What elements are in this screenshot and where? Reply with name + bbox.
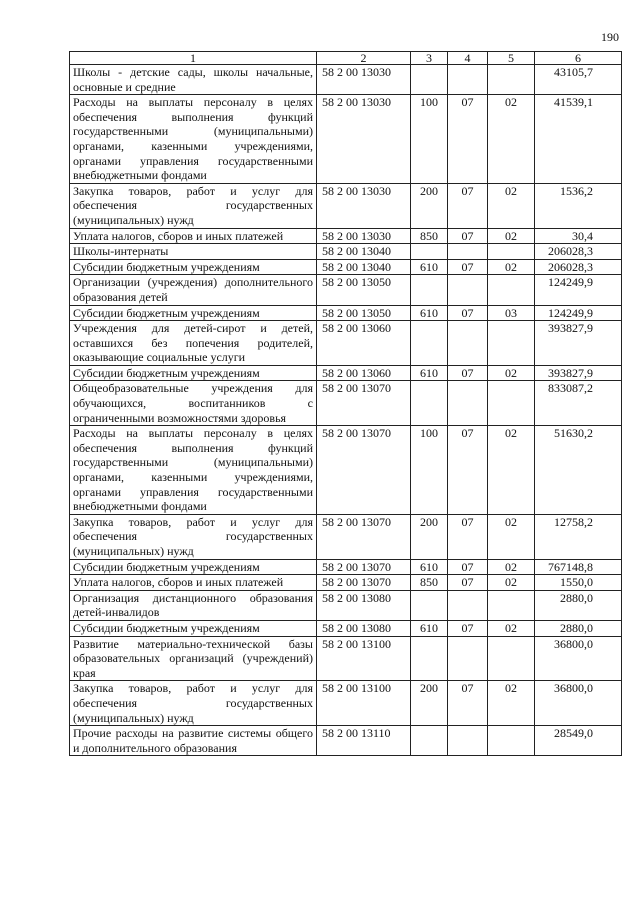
row-expense-type-cell: 850 xyxy=(411,575,448,591)
row-name-cell: Организация дистанционного образования детей-инвалидов xyxy=(70,590,317,620)
row-name-cell: Уплата налогов, сборов и иных платежей xyxy=(70,575,317,591)
table-row xyxy=(70,95,622,184)
row-code-cell: 58 2 00 13080 xyxy=(317,590,411,620)
table-row xyxy=(70,590,622,620)
row-code-cell: 58 2 00 13070 xyxy=(317,381,411,426)
row-amount-cell: 124249,9 xyxy=(535,275,622,305)
row-amount-cell: 36800,0 xyxy=(535,681,622,726)
row-name-cell: Закупка товаров, работ и услуг для обеспечения государственных (муниципальных) нужд xyxy=(70,681,317,726)
table-row xyxy=(70,514,622,559)
row-expense-type-cell: 100 xyxy=(411,426,448,515)
table-row xyxy=(70,636,622,681)
row-expense-type-cell: 100 xyxy=(411,95,448,184)
row-subsection-cell: 02 xyxy=(488,259,535,275)
row-section-cell xyxy=(448,321,488,366)
row-expense-type-cell: 610 xyxy=(411,559,448,575)
table-row xyxy=(70,426,622,515)
row-expense-type-cell xyxy=(411,636,448,681)
row-section-cell: 07 xyxy=(448,620,488,636)
row-code-cell: 58 2 00 13100 xyxy=(317,681,411,726)
column-header-4: 4 xyxy=(448,52,488,65)
table-row xyxy=(70,726,622,756)
row-code-cell: 58 2 00 13100 xyxy=(317,636,411,681)
row-section-cell: 07 xyxy=(448,183,488,228)
table-row xyxy=(70,321,622,366)
column-header-1: 1 xyxy=(70,52,317,65)
row-code-cell: 58 2 00 13070 xyxy=(317,575,411,591)
row-amount-cell: 1550,0 xyxy=(535,575,622,591)
row-amount-cell: 2880,0 xyxy=(535,590,622,620)
table-row xyxy=(70,681,622,726)
row-code-cell: 58 2 00 13030 xyxy=(317,65,411,95)
row-expense-type-cell xyxy=(411,244,448,260)
row-amount-cell: 43105,7 xyxy=(535,65,622,95)
row-name-cell: Расходы на выплаты персоналу в целях обеспечения выполнения функций государственными (муниципальными) органами, казенными учреждениями, органами управления государственными внебюджетными фондами xyxy=(70,95,317,184)
row-name-cell: Школы-интернаты xyxy=(70,244,317,260)
row-name-cell: Общеобразовательные учреждения для обучающихся, воспитанников с ограниченными возможностями здоровья xyxy=(70,381,317,426)
page-number: 190 xyxy=(601,30,619,44)
row-amount-cell: 833087,2 xyxy=(535,381,622,426)
row-expense-type-cell: 850 xyxy=(411,228,448,244)
row-name-cell: Прочие расходы на развитие системы общего и дополнительного образования xyxy=(70,726,317,756)
row-expense-type-cell xyxy=(411,321,448,366)
row-amount-cell: 206028,3 xyxy=(535,259,622,275)
row-expense-type-cell xyxy=(411,275,448,305)
row-section-cell: 07 xyxy=(448,305,488,321)
row-subsection-cell xyxy=(488,590,535,620)
row-subsection-cell: 02 xyxy=(488,559,535,575)
row-code-cell: 58 2 00 13030 xyxy=(317,95,411,184)
row-name-cell: Развитие материально-технической базы образовательных организаций (учреждений) края xyxy=(70,636,317,681)
row-section-cell: 07 xyxy=(448,228,488,244)
row-amount-cell: 12758,2 xyxy=(535,514,622,559)
row-subsection-cell: 02 xyxy=(488,514,535,559)
row-code-cell: 58 2 00 13060 xyxy=(317,365,411,381)
row-code-cell: 58 2 00 13070 xyxy=(317,426,411,515)
row-code-cell: 58 2 00 13040 xyxy=(317,244,411,260)
row-subsection-cell xyxy=(488,381,535,426)
row-subsection-cell: 02 xyxy=(488,575,535,591)
row-section-cell xyxy=(448,726,488,756)
row-name-cell: Субсидии бюджетным учреждениям xyxy=(70,259,317,275)
row-subsection-cell xyxy=(488,244,535,260)
row-name-cell: Школы - детские сады, школы начальные, основные и средние xyxy=(70,65,317,95)
row-expense-type-cell: 610 xyxy=(411,305,448,321)
row-name-cell: Учреждения для детей-сирот и детей, оставшихся без попечения родителей, оказывающие социальные услуги xyxy=(70,321,317,366)
row-subsection-cell: 02 xyxy=(488,95,535,184)
row-code-cell: 58 2 00 13050 xyxy=(317,275,411,305)
table-row xyxy=(70,65,622,95)
row-amount-cell: 30,4 xyxy=(535,228,622,244)
row-amount-cell: 124249,9 xyxy=(535,305,622,321)
row-section-cell xyxy=(448,590,488,620)
row-subsection-cell xyxy=(488,321,535,366)
row-name-cell: Субсидии бюджетным учреждениям xyxy=(70,365,317,381)
row-subsection-cell xyxy=(488,275,535,305)
row-amount-cell: 393827,9 xyxy=(535,365,622,381)
table-row xyxy=(70,275,622,305)
table-row xyxy=(70,381,622,426)
row-expense-type-cell: 610 xyxy=(411,259,448,275)
row-subsection-cell: 03 xyxy=(488,305,535,321)
row-amount-cell: 2880,0 xyxy=(535,620,622,636)
row-section-cell xyxy=(448,636,488,681)
column-header-3: 3 xyxy=(411,52,448,65)
row-expense-type-cell xyxy=(411,726,448,756)
row-section-cell: 07 xyxy=(448,559,488,575)
row-subsection-cell xyxy=(488,65,535,95)
row-expense-type-cell: 610 xyxy=(411,620,448,636)
row-name-cell: Организации (учреждения) дополнительного образования детей xyxy=(70,275,317,305)
row-amount-cell: 393827,9 xyxy=(535,321,622,366)
row-name-cell: Субсидии бюджетным учреждениям xyxy=(70,559,317,575)
table-row xyxy=(70,228,622,244)
column-header-2: 2 xyxy=(317,52,411,65)
column-header-5: 5 xyxy=(488,52,535,65)
row-code-cell: 58 2 00 13060 xyxy=(317,321,411,366)
column-header-6: 6 xyxy=(535,52,622,65)
row-section-cell xyxy=(448,275,488,305)
table-row xyxy=(70,365,622,381)
row-subsection-cell: 02 xyxy=(488,228,535,244)
row-name-cell: Субсидии бюджетным учреждениям xyxy=(70,620,317,636)
table-row xyxy=(70,559,622,575)
row-subsection-cell xyxy=(488,726,535,756)
column-number-row xyxy=(70,52,622,65)
row-expense-type-cell xyxy=(411,590,448,620)
row-expense-type-cell: 610 xyxy=(411,365,448,381)
row-code-cell: 58 2 00 13070 xyxy=(317,514,411,559)
table-row xyxy=(70,183,622,228)
row-amount-cell: 51630,2 xyxy=(535,426,622,515)
table-row xyxy=(70,305,622,321)
row-amount-cell: 41539,1 xyxy=(535,95,622,184)
row-section-cell xyxy=(448,244,488,260)
row-section-cell: 07 xyxy=(448,95,488,184)
row-expense-type-cell: 200 xyxy=(411,514,448,559)
row-name-cell: Закупка товаров, работ и услуг для обеспечения государственных (муниципальных) нужд xyxy=(70,514,317,559)
row-name-cell: Уплата налогов, сборов и иных платежей xyxy=(70,228,317,244)
row-section-cell: 07 xyxy=(448,259,488,275)
row-amount-cell: 206028,3 xyxy=(535,244,622,260)
row-subsection-cell: 02 xyxy=(488,681,535,726)
row-section-cell: 07 xyxy=(448,575,488,591)
row-amount-cell: 28549,0 xyxy=(535,726,622,756)
row-subsection-cell: 02 xyxy=(488,365,535,381)
row-code-cell: 58 2 00 13050 xyxy=(317,305,411,321)
row-expense-type-cell xyxy=(411,65,448,95)
row-amount-cell: 1536,2 xyxy=(535,183,622,228)
row-section-cell: 07 xyxy=(448,514,488,559)
row-subsection-cell xyxy=(488,636,535,681)
row-section-cell: 07 xyxy=(448,681,488,726)
row-expense-type-cell: 200 xyxy=(411,681,448,726)
row-name-cell: Закупка товаров, работ и услуг для обеспечения государственных (муниципальных) нужд xyxy=(70,183,317,228)
row-subsection-cell: 02 xyxy=(488,620,535,636)
row-code-cell: 58 2 00 13080 xyxy=(317,620,411,636)
row-section-cell xyxy=(448,381,488,426)
table-row xyxy=(70,259,622,275)
row-section-cell: 07 xyxy=(448,365,488,381)
row-amount-cell: 36800,0 xyxy=(535,636,622,681)
row-code-cell: 58 2 00 13110 xyxy=(317,726,411,756)
row-section-cell: 07 xyxy=(448,426,488,515)
budget-table xyxy=(69,51,622,756)
row-code-cell: 58 2 00 13030 xyxy=(317,183,411,228)
row-code-cell: 58 2 00 13070 xyxy=(317,559,411,575)
table-row xyxy=(70,244,622,260)
row-amount-cell: 767148,8 xyxy=(535,559,622,575)
row-subsection-cell: 02 xyxy=(488,183,535,228)
row-code-cell: 58 2 00 13030 xyxy=(317,228,411,244)
row-code-cell: 58 2 00 13040 xyxy=(317,259,411,275)
row-expense-type-cell: 200 xyxy=(411,183,448,228)
table-row xyxy=(70,575,622,591)
row-expense-type-cell xyxy=(411,381,448,426)
row-name-cell: Субсидии бюджетным учреждениям xyxy=(70,305,317,321)
table-row xyxy=(70,620,622,636)
row-name-cell: Расходы на выплаты персоналу в целях обеспечения выполнения функций государственными (муниципальными) органами, казенными учреждениями, органами управления государственными внебюджетными фондами xyxy=(70,426,317,515)
row-subsection-cell: 02 xyxy=(488,426,535,515)
row-section-cell xyxy=(448,65,488,95)
